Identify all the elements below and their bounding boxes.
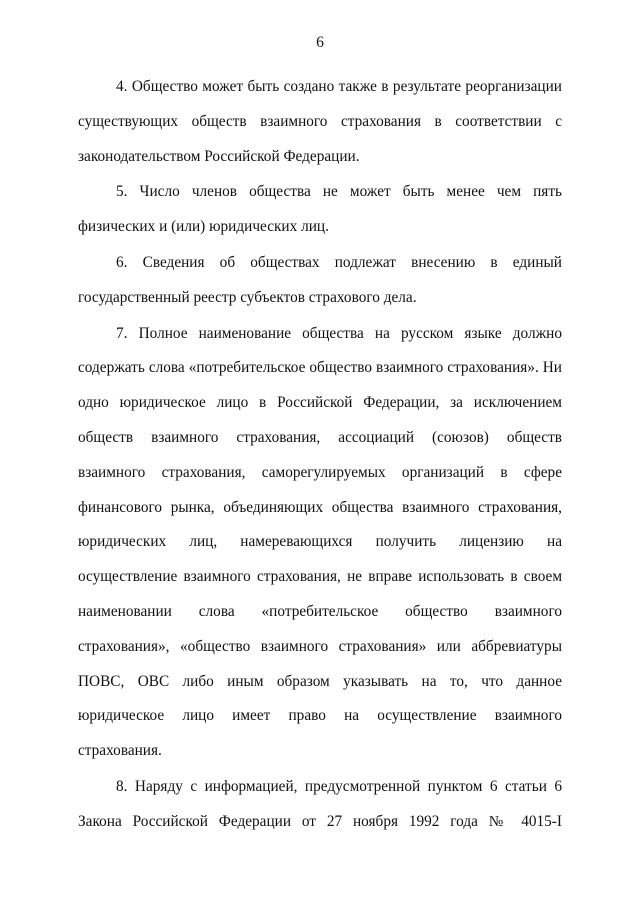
- document-body: [78, 70, 562, 841]
- paragraph-7: 7. Полное наименование общества на русском языке должно содержать слова «потребительское общество взаимного страхования». Ни одно юридическое лицо в Российской Федерации, за исключением обществ взаимного страхования, ассоциаций (союзов) обществ взаимного страхования, саморегулируемых организаций в сфере финансового рынка, объединяющих общества взаимного страхования, юридических лиц, намеревающихся получить лицензию на осуществление взаимного страхования, не вправе использовать в своем наименовании слова «потребительское общество взаимного страхования», «общество взаимного страхования» или аббревиатуры ПОВС, ОВС либо иным образом указывать на то, что данное юридическое лицо имеет право на осуществление взаимного страхования.: [78, 324, 562, 760]
- page-number: 6: [316, 34, 324, 51]
- paragraph-5: 5. Число членов общества не может быть менее чем пять физических и (или) юридических лиц.: [78, 183, 562, 236]
- paragraph-8: 8. Наряду с информацией, предусмотренной пунктом 6 статьи 6 Закона Российской Федерации от 27 ноября 1992 года № 4015-I: [78, 777, 562, 830]
- paragraph-6: 6. Сведения об обществах подлежат внесению в единый государственный реестр субъектов страхового дела.: [78, 253, 562, 306]
- paragraph-4: 4. Общество может быть создано также в результате реорганизации существующих обществ взаимного страхования в соответствии с законодательством Российской Федерации.: [78, 78, 562, 165]
